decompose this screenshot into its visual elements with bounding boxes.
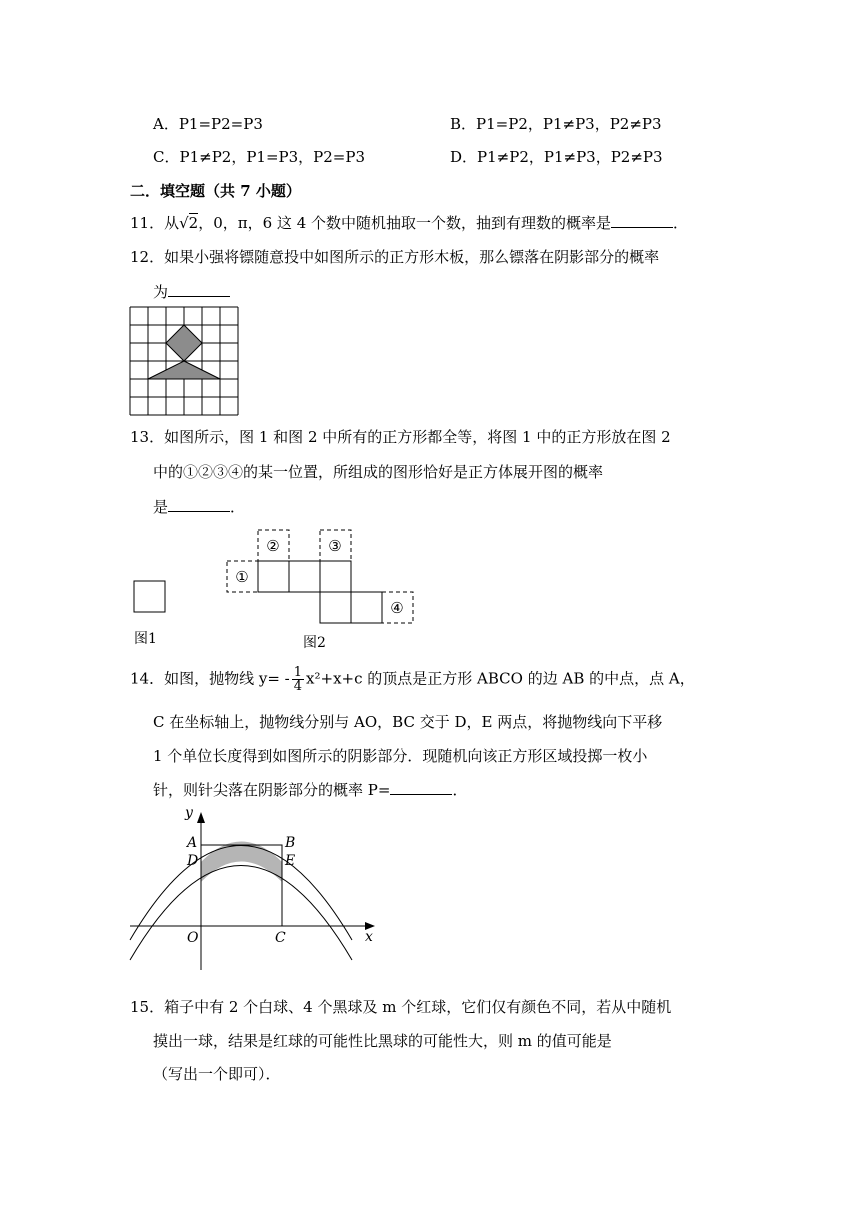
question-13-line3: 是 ． <box>153 498 246 516</box>
label-o: O <box>187 930 199 946</box>
option-d: D．P1≠P2，P1≠P3，P2≠P3 <box>450 148 663 166</box>
fraction: $\frac{1}{4}$ <box>293 665 303 694</box>
answer-blank <box>168 282 230 297</box>
marker-1: ① <box>235 568 249 586</box>
marker-2: ② <box>266 537 280 555</box>
label-e: E <box>285 853 296 869</box>
fig2-label: 图2 <box>303 635 326 651</box>
parabola-lower <box>130 866 352 961</box>
label-c: C <box>275 930 286 946</box>
question-14-line2: C 在坐标轴上，抛物线分别与 AO，BC 交于 D，E 两点，将抛物线向下平移 <box>153 713 663 731</box>
marker-3: ③ <box>328 537 342 555</box>
option-c: C．P1≠P2，P1=P3，P2=P3 <box>153 148 366 166</box>
marker-4: ④ <box>390 599 404 617</box>
fig1-label: 图1 <box>134 631 157 647</box>
label-y: y <box>185 805 193 821</box>
question-15-line2: 摸出一球，结果是红球的可能性比黑球的可能性大，则 m 的值可能是 <box>153 1032 612 1050</box>
question-14-line1: 14．如图，抛物线 y= - $\frac{1}{4}$ x²+x+c 的顶点是正方形 ABCO 的边 AB 的中点，点 A， <box>130 665 695 694</box>
option-a: A．P1=P2=P3 <box>153 115 263 133</box>
q13-figures <box>125 525 425 655</box>
question-12-line2: 为 <box>153 281 230 302</box>
question-12-line1: 12．如果小强将镖随意投中如图所示的正方形木板，那么镖落在阴影部分的概率 <box>130 248 660 266</box>
sqrt-symbol: √2 <box>179 214 199 232</box>
shaded-region <box>201 842 282 883</box>
label-b: B <box>285 835 296 851</box>
q14-parabola-figure <box>125 805 385 975</box>
q12-grid-figure <box>128 305 240 417</box>
label-a: A <box>187 835 198 851</box>
shaded-diamond <box>166 325 202 361</box>
question-11: 11．从√2，0，π，6 这 4 个数中随机抽取一个数，抽到有理数的概率是 ． <box>130 214 689 232</box>
label-x: x <box>365 929 373 945</box>
label-d: D <box>187 853 199 869</box>
question-15-line3: （写出一个即可）． <box>153 1065 281 1083</box>
question-14-line3: 1 个单位长度得到如图所示的阴影部分．现随机向该正方形区域投掷一枚小 <box>153 747 648 765</box>
question-13-line2: 中的①②③④的某一位置，所组成的图形恰好是正方体展开图的概率 <box>153 463 604 481</box>
answer-blank <box>168 497 230 512</box>
section-title: 二．填空题（共 7 小题） <box>130 182 301 200</box>
fig2-solid <box>258 561 382 623</box>
answer-blank <box>390 780 452 795</box>
answer-blank <box>611 213 673 228</box>
y-arrow <box>197 812 205 823</box>
option-b: B．P1=P2，P1≠P3，P2≠P3 <box>450 115 662 133</box>
question-15-line1: 15．箱子中有 2 个白球、4 个黑球及 m 个红球，它们仅有颜色不同，若从中随机 <box>130 998 672 1016</box>
fig1-square <box>134 581 165 612</box>
question-14-line4: 针，则针尖落在阴影部分的概率 P= ． <box>153 781 468 799</box>
shaded-triangle <box>148 361 220 379</box>
question-13-line1: 13．如图所示，图 1 和图 2 中所有的正方形都全等，将图 1 中的正方形放在图 2 <box>130 428 671 446</box>
